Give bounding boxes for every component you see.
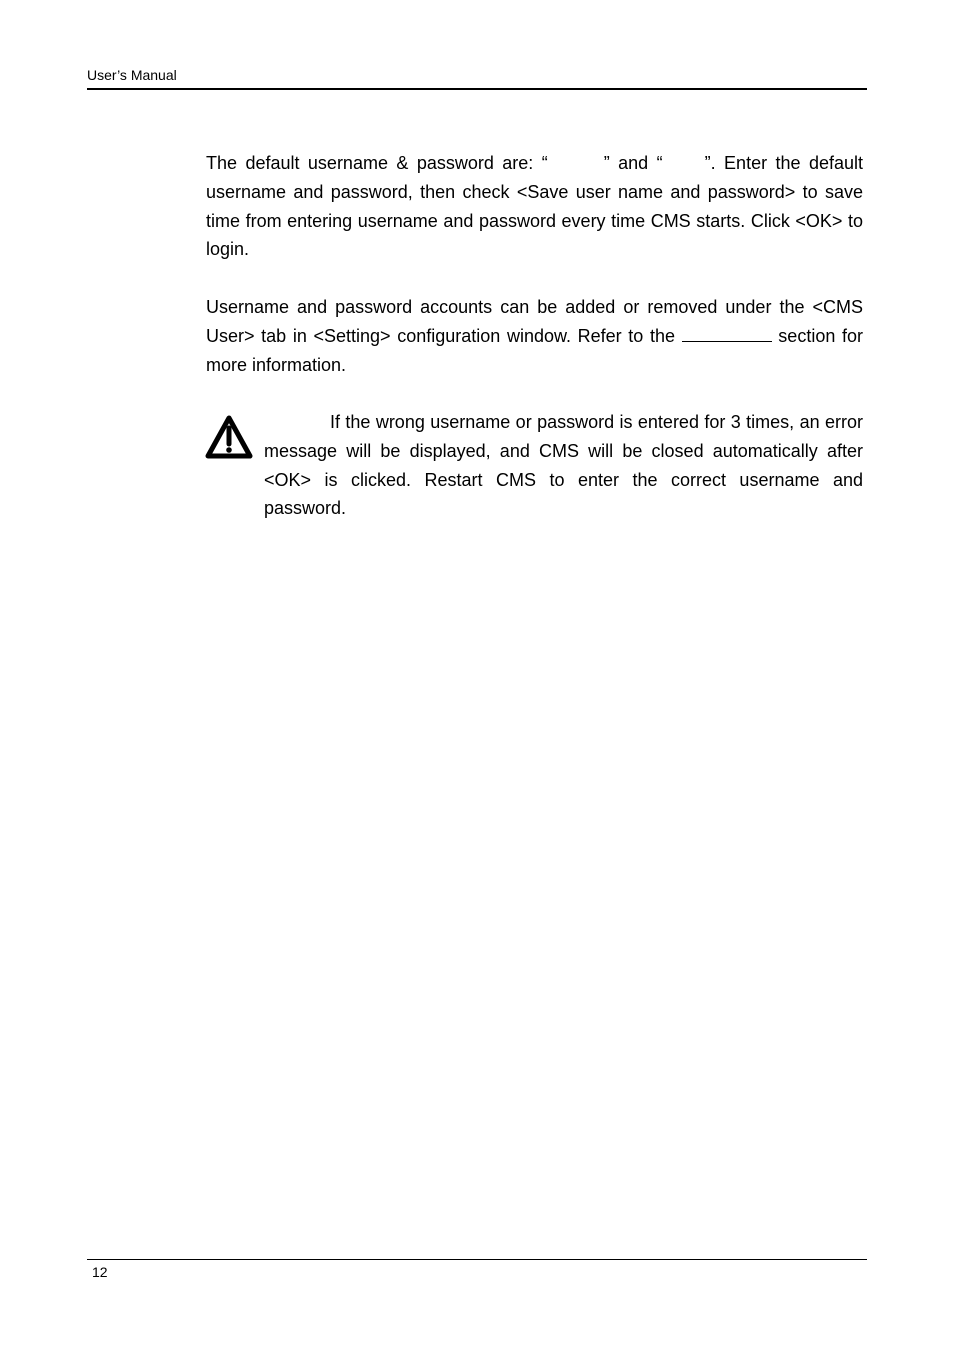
login-default-credentials-paragraph — [206, 149, 863, 264]
note-text — [264, 408, 863, 523]
header-divider — [87, 88, 867, 90]
page-number: 12 — [92, 1264, 108, 1280]
user-accounts-paragraph — [206, 293, 863, 379]
section-reference-link[interactable] — [682, 325, 772, 342]
paragraph1-text-1: The default username & password are: “ — [206, 153, 548, 173]
footer-divider — [87, 1259, 867, 1260]
running-header: User’s Manual — [87, 67, 177, 83]
paragraph1-text-2: ” and “ — [603, 153, 663, 173]
note-body: If the wrong username or password is entered for 3 times, an error message will be displayed, and CMS will be closed automatically after <OK> is clicked. Restart CMS to enter the correct username and password. — [264, 412, 863, 519]
paragraph1-text-3: ”. Enter the default username and password, then check <Save user name and password> to save time from entering username and password every time CMS starts. Click <OK> to login. — [206, 153, 863, 260]
paragraph2-text-2: section for more information. — [206, 325, 864, 375]
warning-triangle-icon — [205, 414, 253, 460]
paragraph2-text-1: Username and password accounts can be added or removed under the <CMS User> tab in <Setting> configuration window. Refer to the — [206, 297, 863, 346]
